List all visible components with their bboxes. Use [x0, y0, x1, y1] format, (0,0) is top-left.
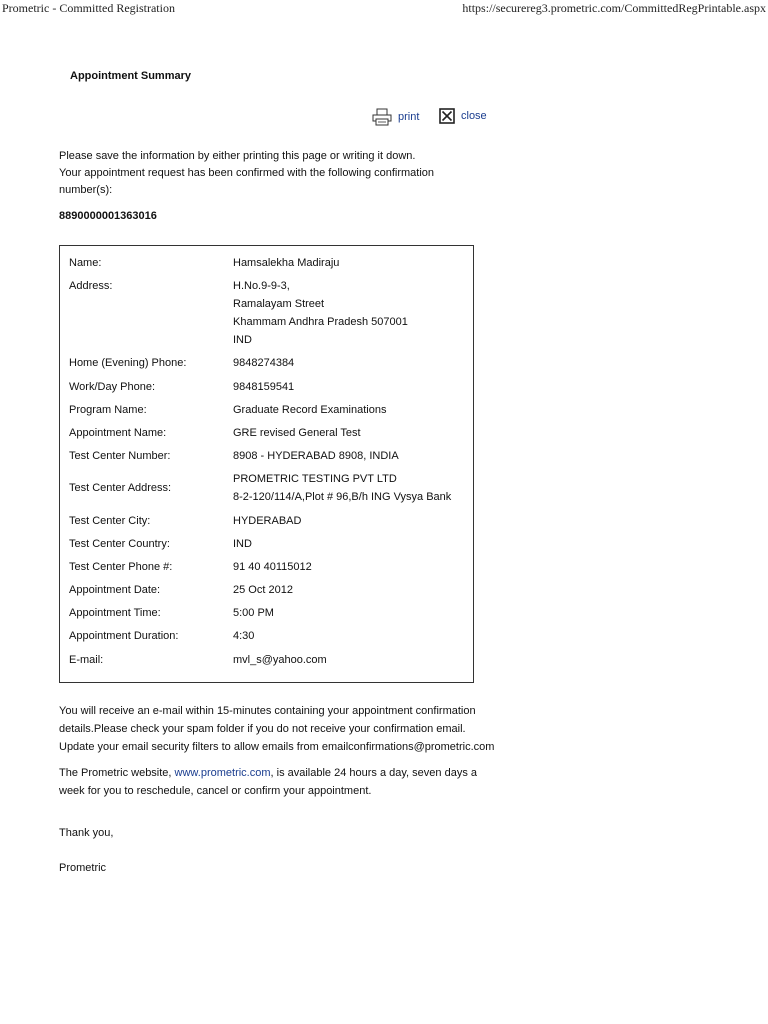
detail-value-line: 8-2-120/114/A,Plot # 96,B/h ING Vysya Bank: [233, 491, 452, 504]
detail-row: [69, 470, 468, 511]
print-header-url: https://securereg3.prometric.com/CommittedRegPrintable.aspx: [462, 1, 766, 15]
thanks-text: Thank you,: [59, 827, 114, 839]
detail-value: [233, 401, 468, 424]
detail-value-line: Hamsalekha Madiraju: [233, 257, 340, 269]
prometric-website-link[interactable]: www.prometric.com: [174, 767, 271, 779]
detail-label: Name:: [69, 257, 102, 269]
detail-label: Work/Day Phone:: [69, 380, 156, 393]
detail-value-line: Ramalayam Street: [233, 298, 325, 311]
print-header: [0, 1, 768, 17]
detail-value-line: 9848159541: [233, 380, 295, 393]
detail-value-line: H.No.9-9-3,: [233, 280, 290, 293]
confirmation-message: Your appointment request has been confirmed with the following confirmation number(s):: [59, 167, 435, 196]
save-instruction: Please save the information by either printing this page or writing it down.: [59, 150, 416, 162]
detail-value: [233, 627, 468, 650]
detail-value-line: 4:30: [233, 630, 255, 643]
detail-value-line: HYDERABAD: [233, 514, 302, 527]
detail-label: Appointment Time:: [69, 607, 161, 620]
detail-row: [69, 277, 468, 354]
detail-row: [69, 254, 468, 277]
detail-value: [233, 277, 468, 354]
detail-value: [233, 512, 468, 535]
detail-value-line: 25 Oct 2012: [233, 584, 293, 597]
detail-label: Test Center City:: [69, 514, 151, 527]
detail-value: [233, 354, 468, 377]
detail-value: [233, 447, 468, 470]
detail-row: [69, 535, 468, 558]
website-suffix: , is available 24 hours a day, seven days a week for you to reschedule, cancel or confirm your appointment.: [59, 767, 477, 797]
detail-value: [233, 558, 468, 581]
close-label: close: [461, 110, 487, 122]
detail-row: [69, 447, 468, 470]
detail-value-line: 5:00 PM: [233, 607, 274, 620]
detail-label: Appointment Name:: [69, 426, 167, 439]
detail-value: [233, 604, 468, 627]
website-notice: [59, 764, 499, 800]
detail-row: [69, 627, 468, 650]
signoff-text: Prometric: [59, 862, 107, 874]
detail-value-line: 8908 - HYDERABAD 8908, INDIA: [233, 450, 399, 463]
appointment-details-table: [69, 254, 468, 674]
detail-label: Appointment Date:: [69, 584, 161, 597]
detail-label: Home (Evening) Phone:: [69, 357, 187, 370]
website-prefix: The Prometric website,: [59, 767, 175, 779]
detail-label: Program Name:: [69, 403, 147, 416]
detail-label: Test Center Number:: [69, 450, 171, 463]
detail-value: [233, 378, 468, 401]
detail-row: [69, 512, 468, 535]
detail-label: Test Center Address:: [69, 482, 172, 495]
email-notice: You will receive an e-mail within 15-minutes containing your appointment confirmation details.Please check your spam folder if you do not receive your confirmation email. Update your email security filters to allow emails from emailconfirmations@prometric.com: [59, 705, 495, 753]
detail-value-line: Khammam Andhra Pradesh 507001: [233, 316, 408, 329]
close-icon: [439, 108, 455, 124]
confirmation-number: 8890000001363016: [59, 210, 157, 222]
detail-value-line: mvl_s@yahoo.com: [233, 653, 327, 666]
page-title: Appointment Summary: [70, 70, 192, 82]
detail-label: Test Center Country:: [69, 537, 170, 550]
detail-value-line: IND: [233, 334, 252, 347]
detail-row: [69, 651, 468, 674]
print-header-title: Prometric - Committed Registration: [2, 1, 175, 15]
intro-text: [59, 148, 479, 199]
print-button[interactable]: [372, 108, 419, 126]
detail-value-line: PROMETRIC TESTING PVT LTD: [233, 473, 397, 486]
detail-row: [69, 604, 468, 627]
detail-row: [69, 354, 468, 377]
detail-row: [69, 401, 468, 424]
print-label: print: [398, 111, 420, 123]
appointment-details-box: [59, 245, 474, 683]
detail-value-line: 91 40 40115012: [233, 560, 312, 573]
detail-value: [233, 651, 468, 674]
printer-icon: [372, 108, 392, 126]
detail-value: [233, 535, 468, 558]
detail-value-line: 9848274384: [233, 357, 295, 370]
detail-value-line: Graduate Record Examinations: [233, 403, 387, 416]
detail-value: [233, 254, 468, 277]
detail-row: [69, 581, 468, 604]
detail-value-line: GRE revised General Test: [233, 426, 361, 439]
close-button[interactable]: [439, 108, 487, 124]
detail-row: [69, 378, 468, 401]
detail-label: Address:: [69, 280, 113, 293]
footer-text: [59, 702, 499, 808]
detail-label: E-mail:: [69, 653, 104, 666]
detail-label: Test Center Phone #:: [69, 560, 173, 573]
detail-value: [233, 470, 468, 511]
detail-label: Appointment Duration:: [69, 630, 179, 643]
detail-value-line: IND: [233, 537, 252, 550]
detail-value: [233, 581, 468, 604]
detail-row: [69, 424, 468, 447]
detail-value: [233, 424, 468, 447]
detail-row: [69, 558, 468, 581]
